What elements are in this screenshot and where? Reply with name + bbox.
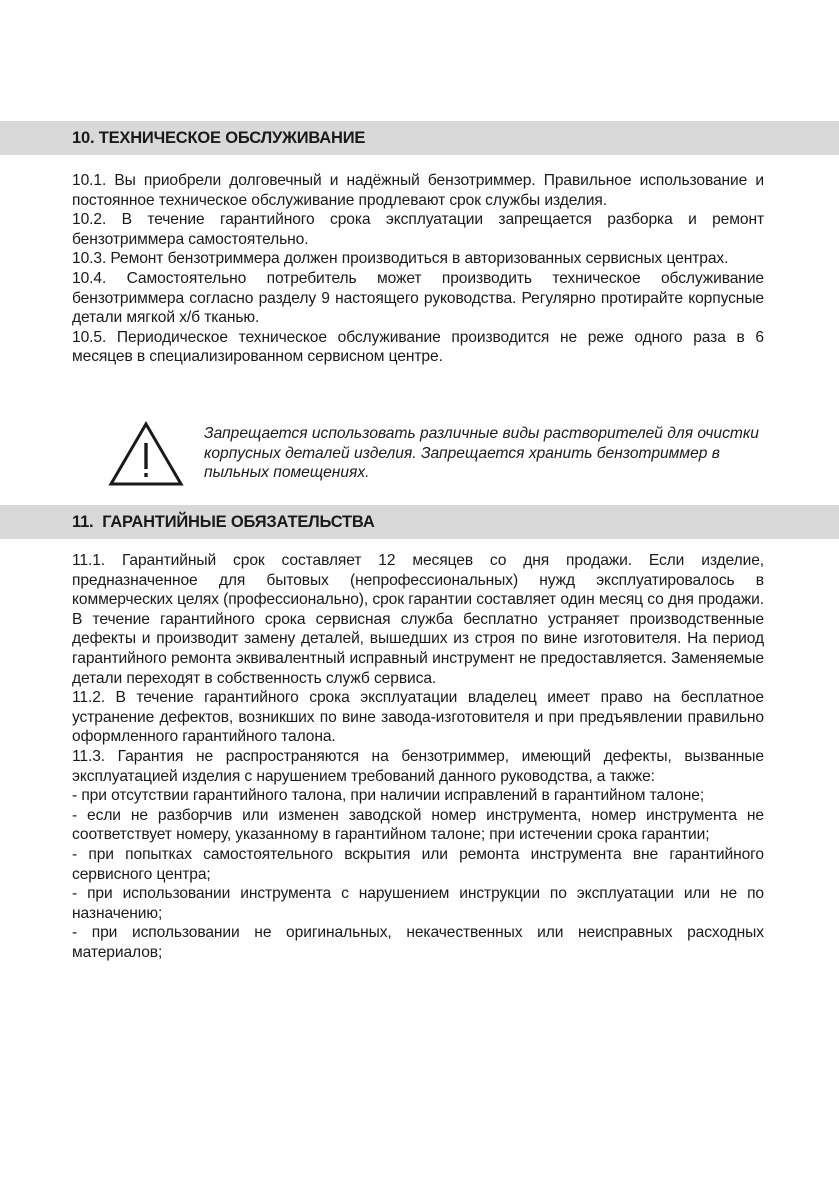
paragraph-10-4: 10.4. Самостоятельно потребитель может производить техническое обслуживание бензотриммера согласно разделу 9 настоящего руководства. Регулярно протирайте корпусные детали мягкой х/б тканью. (72, 269, 764, 327)
list-item: - при попытках самостоятельного вскрытия или ремонта инструмента вне гарантийного сервисного центра; (72, 845, 764, 883)
warning-text: Запрещается использовать различные виды растворителей для очистки корпусных деталей изделия. Запрещается хранить бензотриммер в пыльных помещениях. (204, 425, 759, 482)
section-11-body (72, 551, 764, 962)
paragraph-11-2: 11.2. В течение гарантийного срока эксплуатации владелец имеет право на бесплатное устранение дефектов, возникших по вине завода-изготовителя и при предъявлении правильно оформленного гарантийного талона. (72, 689, 764, 746)
list-item: - при отсутствии гарантийного талона, при наличии исправлений в гарантийном талоне; (72, 787, 705, 805)
section-11-title: 11. ГАРАНТИЙНЫЕ ОБЯЗАТЕЛЬСТВА (72, 512, 375, 531)
warning-triangle-icon (108, 421, 184, 487)
paragraph-10-3: 10.3. Ремонт бензотриммера должен производиться в авторизованных сервисных центрах. (72, 250, 729, 268)
list-item: - если не разборчив или изменен заводской номер инструмента, номер инструмента не соответствует номеру, указанному в гарантийном талоне; при истечении срока гарантии; (72, 806, 764, 844)
section-10-title: 10. ТЕХНИЧЕСКОЕ ОБСЛУЖИВАНИЕ (72, 128, 366, 147)
paragraph-11-1: 11.1. Гарантийный срок составляет 12 месяцев со дня продажи. Если изделие, предназначенное для бытовых (непрофессиональных) нужд эксплуатировалось в коммерческих целях (профессионально), срок гарантии составляет один месяц со дня продажи. В течение гарантийного срока сервисная служба бесплатно устраняет производственные дефекты и производит замену деталей, вышедших из строя по вине изготовителя. На период гарантийного ремонта эквивалентный исправный инструмент не предоставляется. Заменяемые детали переходят в собственность служб сервиса. (72, 552, 764, 687)
warning-block (108, 421, 768, 487)
paragraph-10-1: 10.1. Вы приобрели долговечный и надёжный бензотриммер. Правильное использование и постоянное техническое обслуживание продлевают срок службы изделия. (72, 172, 764, 209)
section-10-header (0, 121, 839, 155)
paragraph-10-5: 10.5. Периодическое техническое обслуживание производится не реже одного раза в 6 месяцев в специализированном сервисном центре. (72, 328, 764, 366)
list-item: - при использовании инструмента с нарушением инструкции по эксплуатации или не по назначению; (72, 885, 764, 922)
paragraph-11-3: 11.3. Гарантия не распространяются на бензотриммер, имеющий дефекты, вызванные эксплуатацией изделия с нарушением требований данного руководства, а также: (72, 747, 764, 785)
paragraph-10-2: 10.2. В течение гарантийного срока эксплуатации запрещается разборка и ремонт бензотриммера самостоятельно. (72, 211, 764, 248)
section-10-body (72, 171, 764, 367)
section-11-header (0, 505, 839, 539)
list-item: - при использовании не оригинальных, некачественных или неисправных расходных материалов; (72, 924, 764, 961)
